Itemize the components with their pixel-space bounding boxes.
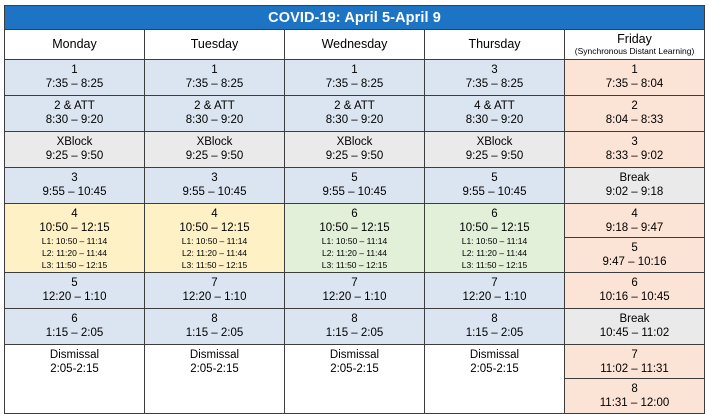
friday-split-cell <box>565 345 705 414</box>
friday-period-cell: 1 7:35 – 8:04 <box>565 60 705 96</box>
friday-period-cell: 2 8:04 – 8:33 <box>565 96 705 132</box>
period-cell: 8 1:15 – 2:05 <box>425 309 565 345</box>
schedule-table <box>4 5 705 414</box>
xblock-cell: XBlock 9:25 – 9:50 <box>5 132 145 168</box>
dismissal-cell: Dismissal 2:05-2:15 <box>5 345 145 414</box>
period-cell: 5 12:20 – 1:10 <box>5 273 145 309</box>
day-header-friday: Friday (Synchronous Distant Learning) <box>565 30 705 60</box>
xblock-cell: XBlock 9:25 – 9:50 <box>285 132 425 168</box>
period-cell: 3 9:55 – 10:45 <box>145 168 285 204</box>
period-cell: 8 1:15 – 2:05 <box>145 309 285 345</box>
friday-note: (Synchronous Distant Learning) <box>574 46 695 56</box>
schedule-title: COVID-19: April 5-April 9 <box>5 6 705 30</box>
lunch-block-cell: 6 10:50 – 12:15 L1: 10:50 – 11:14 L2: 11:20 – 11:44 L3: 11:50 – 12:15 <box>425 204 565 273</box>
period-cell: 1 7:35 – 8:25 <box>285 60 425 96</box>
period-cell: 3 9:55 – 10:45 <box>5 168 145 204</box>
period-cell: 2 & ATT 8:30 – 9:20 <box>145 96 285 132</box>
lunch-block-cell: 4 10:50 – 12:15 L1: 10:50 – 11:14 L2: 11:20 – 11:44 L3: 11:50 – 12:15 <box>5 204 145 273</box>
period-cell: 2 & ATT 8:30 – 9:20 <box>285 96 425 132</box>
friday-period-cell: 4 9:18 – 9:47 <box>565 204 704 238</box>
period-cell: 7 12:20 – 1:10 <box>285 273 425 309</box>
xblock-cell: XBlock 9:25 – 9:50 <box>145 132 285 168</box>
xblock-cell: XBlock 9:25 – 9:50 <box>425 132 565 168</box>
friday-split-cell <box>565 204 705 273</box>
friday-period-cell: 3 8:33 – 9:02 <box>565 132 705 168</box>
day-header-wednesday: Wednesday <box>285 30 425 60</box>
lunch-block-cell: 6 10:50 – 12:15 L1: 10:50 – 11:14 L2: 11:20 – 11:44 L3: 11:50 – 12:15 <box>285 204 425 273</box>
period-cell: 4 & ATT 8:30 – 9:20 <box>425 96 565 132</box>
period-cell: 6 1:15 – 2:05 <box>5 309 145 345</box>
period-cell: 7 12:20 – 1:10 <box>145 273 285 309</box>
friday-break-cell: Break 10:45 – 11:02 <box>565 309 705 345</box>
day-header-tuesday: Tuesday <box>145 30 285 60</box>
dismissal-cell: Dismissal 2:05-2:15 <box>285 345 425 414</box>
friday-period-cell: 5 9:47 – 10:16 <box>602 242 667 268</box>
friday-period-cell: 7 11:02 – 11:31 <box>565 345 704 379</box>
dismissal-cell: Dismissal 2:05-2:15 <box>425 345 565 414</box>
day-header-thursday: Thursday <box>425 30 565 60</box>
period-cell: 1 7:35 – 8:25 <box>5 60 145 96</box>
period-cell: 3 7:35 – 8:25 <box>425 60 565 96</box>
period-cell: 5 9:55 – 10:45 <box>285 168 425 204</box>
friday-break-cell: Break 9:02 – 9:18 <box>565 168 705 204</box>
day-header-monday: Monday <box>5 30 145 60</box>
dismissal-cell: Dismissal 2:05-2:15 <box>145 345 285 414</box>
period-cell: 8 1:15 – 2:05 <box>285 309 425 345</box>
period-cell: 7 12:20 – 1:10 <box>425 273 565 309</box>
friday-period-cell: 8 11:31 – 12:00 <box>599 383 670 409</box>
friday-period-cell: 6 10:16 – 10:45 <box>565 273 705 309</box>
lunch-block-cell: 4 10:50 – 12:15 L1: 10:50 – 11:14 L2: 11:20 – 11:44 L3: 11:50 – 12:15 <box>145 204 285 273</box>
period-cell: 2 & ATT 8:30 – 9:20 <box>5 96 145 132</box>
period-cell: 5 9:55 – 10:45 <box>425 168 565 204</box>
period-cell: 1 7:35 – 8:25 <box>145 60 285 96</box>
